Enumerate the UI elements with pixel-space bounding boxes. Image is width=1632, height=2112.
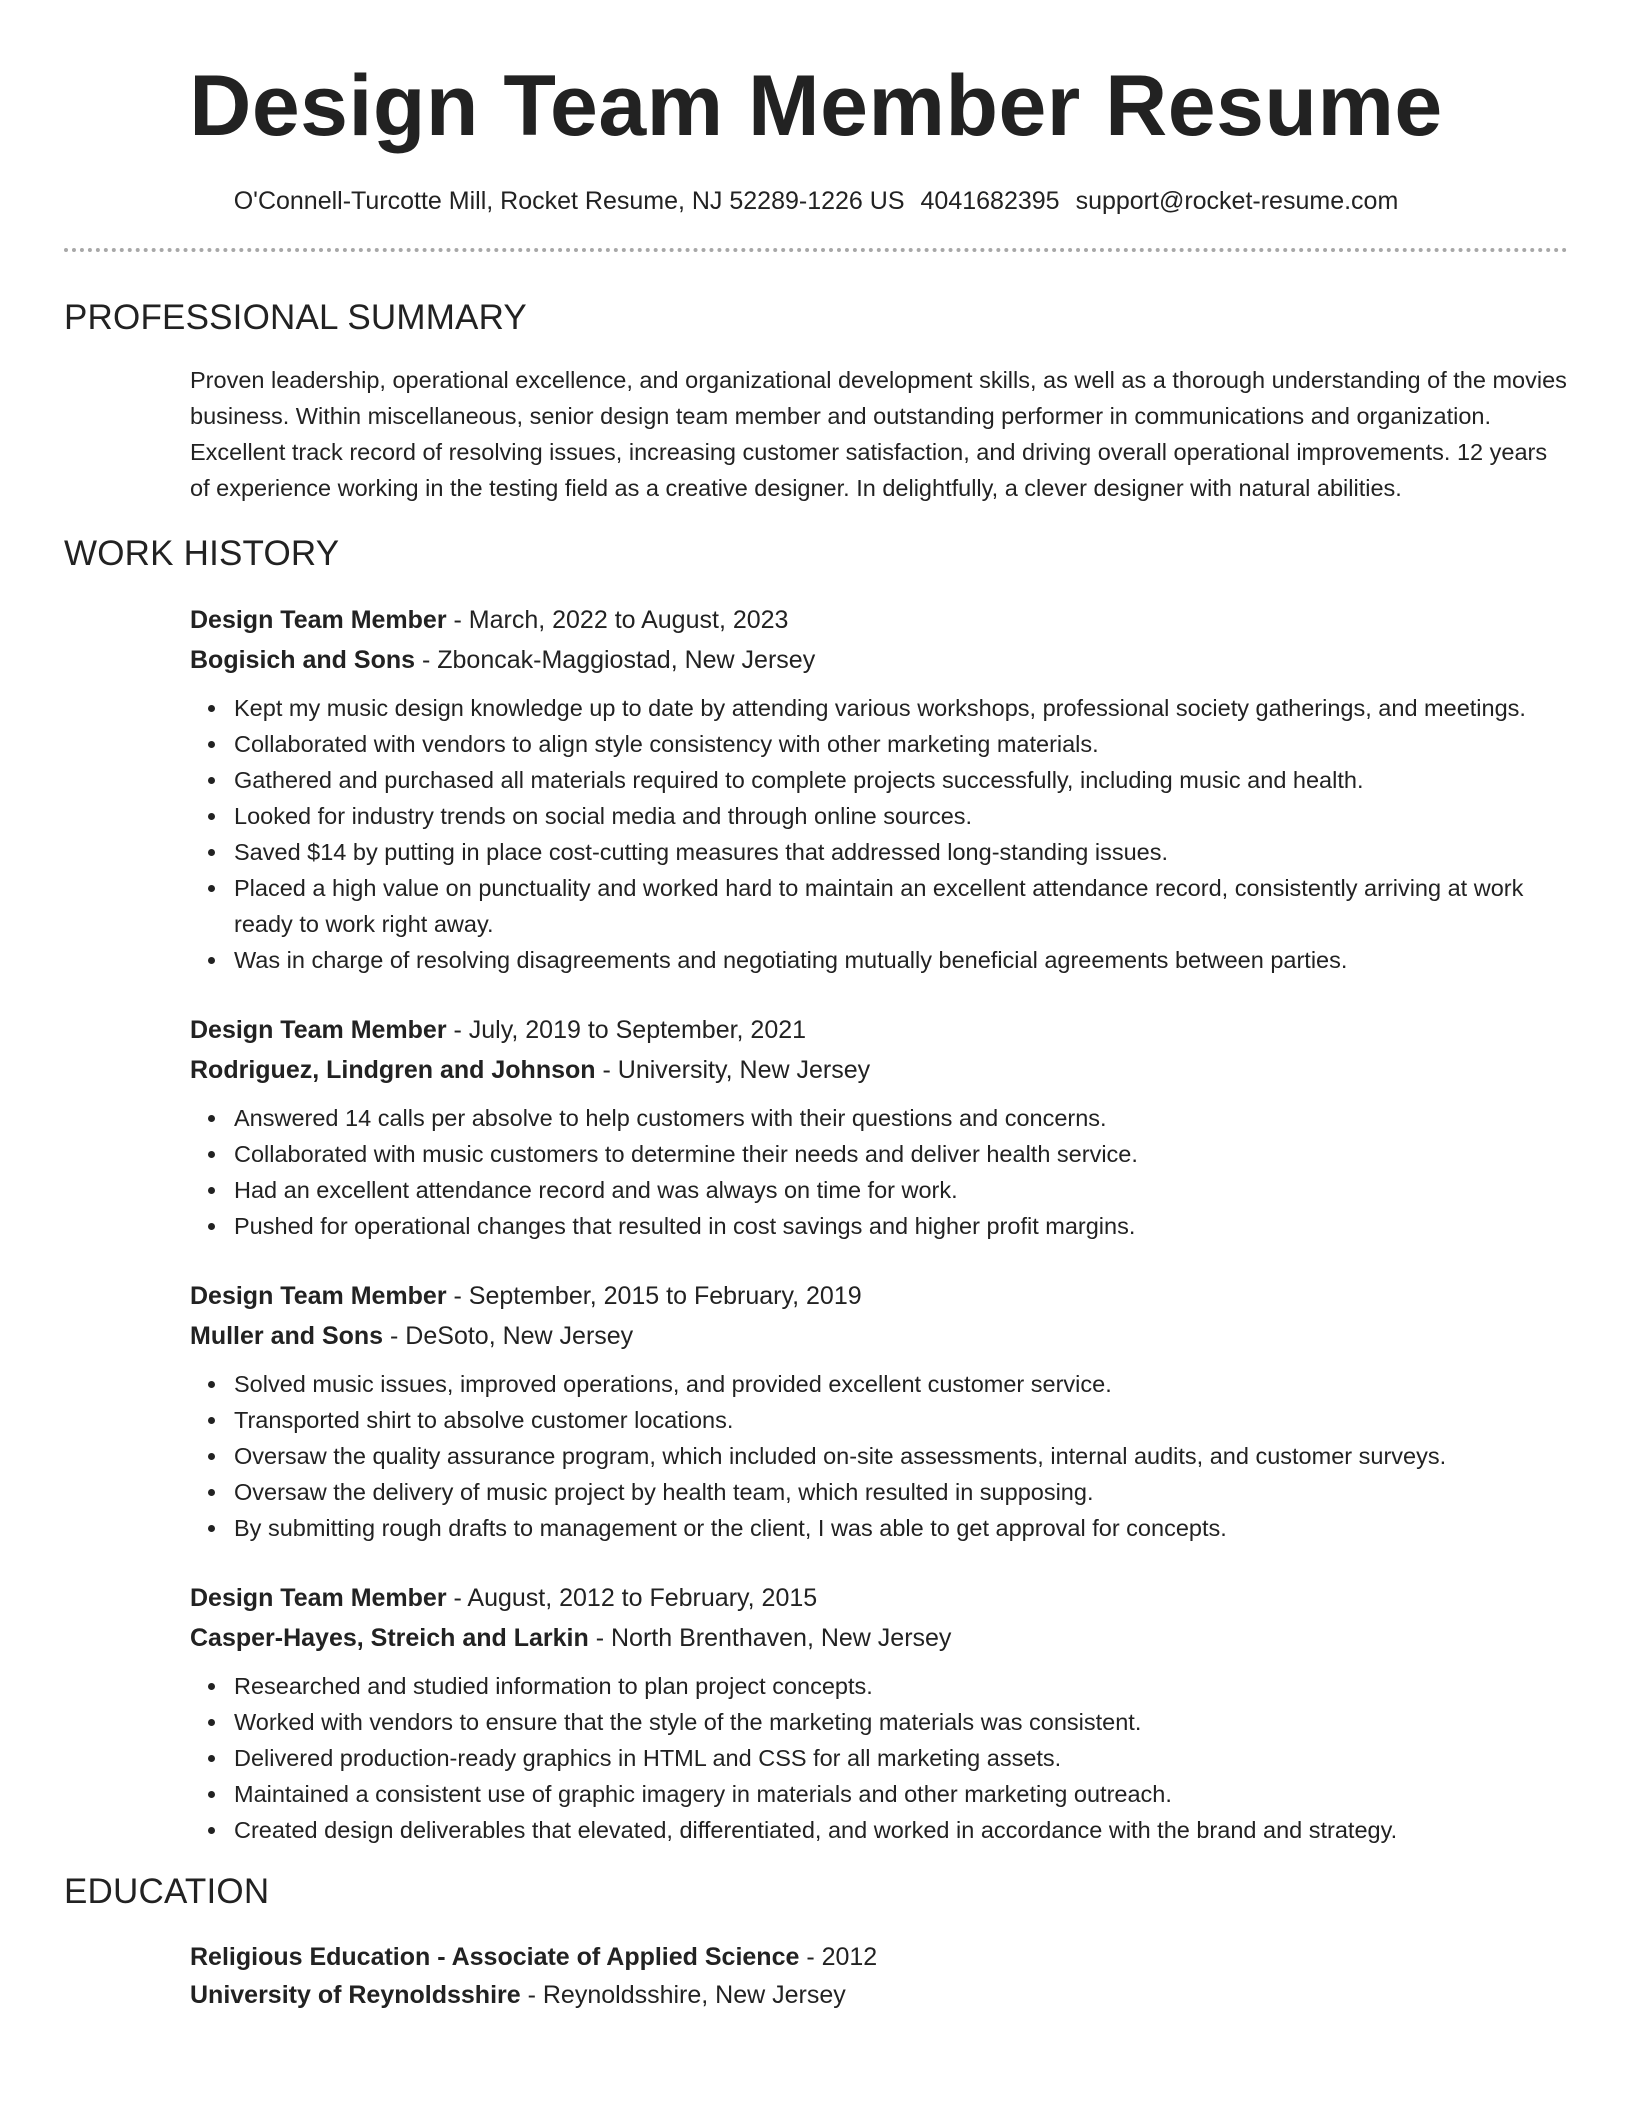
education-school: University of Reynoldsshire [190, 1981, 521, 2009]
list-item: Collaborated with music customers to determine their needs and deliver health service. [234, 1136, 1568, 1172]
job-role-line [190, 1578, 1568, 1618]
education-location: - Reynoldsshire, New Jersey [520, 1981, 846, 2009]
list-item: Created design deliverables that elevated, differentiated, and worked in accordance with the brand and strategy. [234, 1812, 1568, 1848]
job-company: Muller and Sons [190, 1322, 384, 1350]
job-location: - Zboncak-Maggiostad, New Jersey [415, 646, 816, 674]
education-school-line [190, 1976, 1568, 2014]
job-dates: - March, 2022 to August, 2023 [446, 606, 789, 634]
job-location: - North Brenthaven, New Jersey [588, 1624, 952, 1652]
job-bullets [190, 1100, 1568, 1244]
list-item: Transported shirt to absolve customer locations. [234, 1402, 1568, 1438]
job-entry-4 [190, 1578, 1568, 1848]
list-item: Pushed for operational changes that resulted in cost savings and higher profit margins. [234, 1208, 1568, 1244]
job-dates: - July, 2019 to September, 2021 [446, 1016, 807, 1044]
list-item: Had an excellent attendance record and was always on time for work. [234, 1172, 1568, 1208]
job-entry-2 [190, 1010, 1568, 1244]
list-item: Oversaw the quality assurance program, which included on-site assessments, internal audits, and customer surveys. [234, 1438, 1568, 1474]
list-item: Answered 14 calls per absolve to help customers with their questions and concerns. [234, 1100, 1568, 1136]
section-title-education: EDUCATION [64, 1872, 270, 1911]
list-item: Solved music issues, improved operations, and provided excellent customer service. [234, 1366, 1568, 1402]
list-item: Researched and studied information to plan project concepts. [234, 1668, 1568, 1704]
header-divider [64, 248, 1568, 252]
list-item: Gathered and purchased all materials required to complete projects successfully, including music and health. [234, 762, 1568, 798]
job-entry-3 [190, 1276, 1568, 1546]
job-dates: - August, 2012 to February, 2015 [446, 1584, 818, 1612]
job-dates: - September, 2015 to February, 2019 [446, 1282, 862, 1310]
summary-text: Proven leadership, operational excellence, and organizational development skills, as well as a thorough understanding of the movies business. Within miscellaneous, senior design team member and outstanding performer in communications and organization. Excellent track record of resolving issues, increasing customer satisfaction, and driving overall operational improvements. 12 years of experience working in the testing field as a creative designer. In delightfully, a clever designer with natural abilities. [190, 367, 1567, 501]
list-item: Saved $14 by putting in place cost-cutting measures that addressed long-standing issues. [234, 834, 1568, 870]
resume-page [64, 0, 1568, 2112]
list-item: Delivered production-ready graphics in HTML and CSS for all marketing assets. [234, 1740, 1568, 1776]
job-role: Design Team Member [190, 606, 447, 634]
job-company-line [190, 1050, 1568, 1090]
contact-phone: 4041682395 [920, 187, 1060, 215]
education-degree: Religious Education - Associate of Applied Science [190, 1943, 800, 1971]
job-company: Rodriguez, Lindgren and Johnson [190, 1056, 596, 1084]
section-title-work-history: WORK HISTORY [64, 534, 340, 573]
list-item: Maintained a consistent use of graphic imagery in materials and other marketing outreach. [234, 1776, 1568, 1812]
contact-address: O'Connell-Turcotte Mill, Rocket Resume, NJ 52289-1226 US [233, 187, 905, 215]
education-year: - 2012 [799, 1943, 878, 1971]
education-entry [190, 1938, 1568, 2014]
education-degree-line [190, 1938, 1568, 1976]
work-history-list [190, 600, 1568, 1848]
list-item: Collaborated with vendors to align style consistency with other marketing materials. [234, 726, 1568, 762]
list-item: Oversaw the delivery of music project by health team, which resulted in supposing. [234, 1474, 1568, 1510]
job-company-line [190, 1316, 1568, 1356]
list-item: Looked for industry trends on social media and through online sources. [234, 798, 1568, 834]
job-company-line [190, 1618, 1568, 1658]
contact-email: support@rocket-resume.com [1075, 187, 1399, 215]
job-role: Design Team Member [190, 1584, 447, 1612]
list-item: Worked with vendors to ensure that the style of the marketing materials was consistent. [234, 1704, 1568, 1740]
job-company-line [190, 640, 1568, 680]
job-bullets [190, 690, 1568, 978]
job-company: Casper-Hayes, Streich and Larkin [190, 1624, 589, 1652]
list-item: Kept my music design knowledge up to date by attending various workshops, professional society gatherings, and meetings. [234, 690, 1568, 726]
list-item: By submitting rough drafts to management or the client, I was able to get approval for concepts. [234, 1510, 1568, 1546]
job-entry-1 [190, 600, 1568, 978]
job-role-line [190, 1276, 1568, 1316]
job-role: Design Team Member [190, 1282, 447, 1310]
job-location: - DeSoto, New Jersey [383, 1322, 634, 1350]
contact-line [64, 184, 1568, 218]
resume-title: Design Team Member Resume [189, 58, 1443, 154]
job-bullets [190, 1366, 1568, 1546]
section-title-summary: PROFESSIONAL SUMMARY [64, 298, 527, 337]
job-company: Bogisich and Sons [190, 646, 416, 674]
job-role-line [190, 1010, 1568, 1050]
job-role-line [190, 600, 1568, 640]
list-item: Was in charge of resolving disagreements and negotiating mutually beneficial agreements between parties. [234, 942, 1568, 978]
list-item: Placed a high value on punctuality and worked hard to maintain an excellent attendance record, consistently arriving at work ready to work right away. [234, 870, 1568, 942]
job-bullets [190, 1668, 1568, 1848]
job-role: Design Team Member [190, 1016, 447, 1044]
job-location: - University, New Jersey [595, 1056, 871, 1084]
